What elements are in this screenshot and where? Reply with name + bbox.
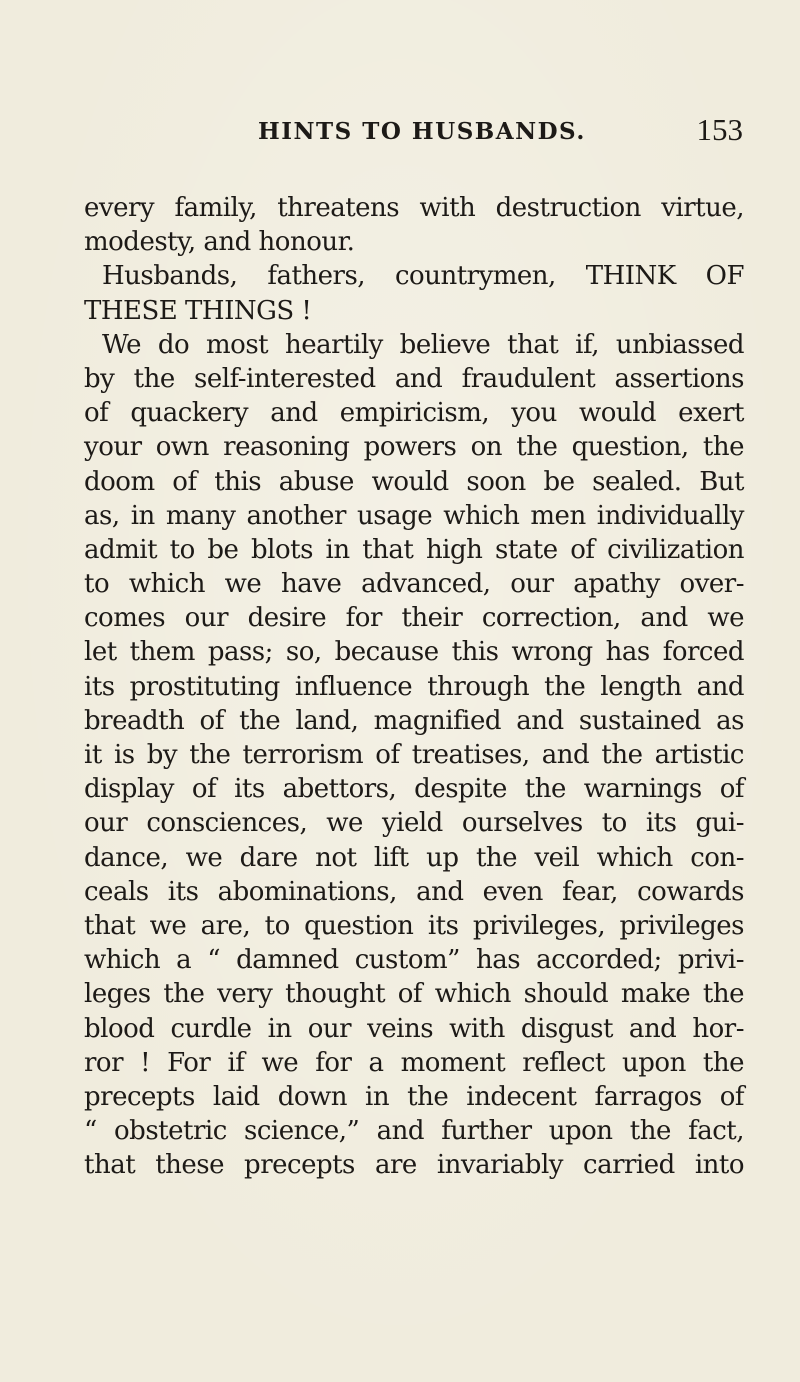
text-line: every family, threatens with destruction virtue, bbox=[84, 193, 744, 223]
page-number: 153 bbox=[696, 112, 743, 147]
text-line: precepts laid down in the indecent farragos of bbox=[84, 1081, 744, 1112]
text-line: THESE THINGS ! bbox=[84, 295, 312, 326]
text-line: admit to be blots in that high state of civilization bbox=[84, 534, 744, 565]
text-line: its prostituting influence through the length and bbox=[84, 671, 744, 702]
text-line: display of its abettors, despite the warnings of bbox=[84, 774, 744, 805]
text-line: breadth of the land, magnified and sustained as bbox=[84, 705, 744, 736]
text-line: dance, we dare not lift up the veil which con- bbox=[84, 842, 744, 873]
text-line: your own reasoning powers on the question, the bbox=[84, 432, 744, 463]
text-line: of quackery and empiricism, you would exert bbox=[84, 398, 744, 429]
text-line: let them pass; so, because this wrong has forced bbox=[84, 637, 744, 668]
text-line: “ obstetric science,” and further upon the fact, bbox=[84, 1116, 744, 1147]
text-line: it is by the terrorism of treatises, and the artistic bbox=[84, 740, 744, 770]
text-line: which a “ damned custom” has accorded; privi- bbox=[84, 945, 744, 976]
page-header bbox=[258, 112, 743, 152]
text-line: ror ! For if we for a moment reflect upon the bbox=[84, 1047, 744, 1078]
text-line: our consciences, we yield ourselves to its gui- bbox=[84, 808, 744, 839]
text-line: modesty, and honour. bbox=[84, 227, 355, 258]
text-line: that these precepts are invariably carried into bbox=[84, 1150, 744, 1181]
text-line: doom of this abuse would soon be sealed. But bbox=[84, 466, 744, 497]
text-line: as, in many another usage which men individually bbox=[84, 500, 744, 531]
body-text bbox=[84, 191, 744, 1182]
text-line: to which we have advanced, our apathy over- bbox=[84, 569, 744, 600]
text-line: Husbands, fathers, countrymen, THINK OF bbox=[102, 261, 744, 292]
text-line: blood curdle in our veins with disgust and hor- bbox=[84, 1013, 744, 1044]
text-line: leges the very thought of which should make the bbox=[84, 979, 744, 1010]
text-line: that we are, to question its privileges, privileges bbox=[84, 910, 744, 941]
text-line: We do most heartily believe that if, unbiassed bbox=[102, 329, 744, 360]
running-head: HINTS TO HUSBANDS. bbox=[258, 118, 586, 145]
text-line: by the self-interested and fraudulent assertions bbox=[84, 363, 744, 394]
text-line: ceals its abominations, and even fear, cowards bbox=[84, 876, 744, 907]
text-line: comes our desire for their correction, and we bbox=[84, 603, 744, 634]
